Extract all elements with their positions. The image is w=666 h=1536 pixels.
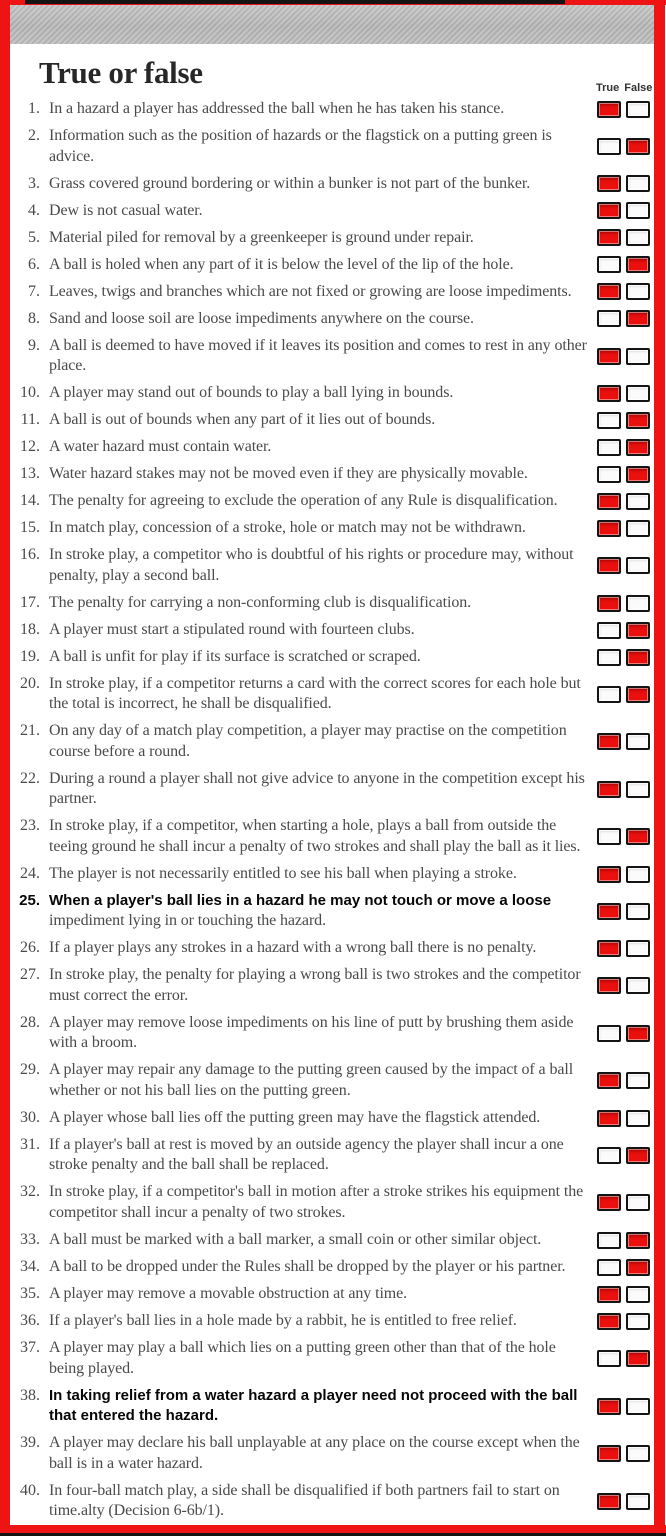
question-row [13,309,650,330]
question-text-segment: In taking relief from a water hazard a player need not proceed with the ball that entered the hazard. [49,1386,578,1425]
true-checkbox[interactable] [597,622,621,639]
answer-checkboxes [597,348,650,365]
question-text-segment: A ball is unfit for play if its surface is scratched or scraped. [49,647,421,665]
answer-checkboxes [597,1493,650,1510]
question-text-segment: A ball is deemed to have moved if it leaves its position and comes to rest in any other place. [49,336,587,375]
false-checkbox[interactable] [626,1313,650,1330]
false-checkbox[interactable] [626,1232,650,1249]
question-number: 25. [19,891,40,909]
true-checkbox[interactable] [597,466,621,483]
top-scan-edge-line [25,0,565,4]
true-checkbox[interactable] [597,1286,621,1303]
question-text-segment: In stroke play, a competitor who is doubtful of his rights or procedure may, without penalty, play a second ball. [49,546,574,584]
true-checkbox[interactable] [597,903,621,920]
question-number: 28. [20,1013,40,1031]
answer-checkboxes [597,256,650,273]
true-checkbox[interactable] [597,977,621,994]
question-number: 39. [20,1434,40,1452]
question-number: 38. [20,1386,40,1404]
false-checkbox[interactable] [626,1110,650,1127]
false-checkbox[interactable] [626,138,650,155]
false-checkbox[interactable] [626,1350,650,1367]
false-checkbox[interactable] [626,595,650,612]
question-number: 33. [20,1231,40,1248]
question-text [40,1311,597,1332]
true-checkbox[interactable] [597,1194,621,1211]
question-text-segment: Leaves, twigs and branches which are not fixed or growing are loose impediments. [49,282,572,300]
false-checkbox[interactable] [626,412,650,429]
question-row [13,1060,650,1101]
false-checkbox[interactable] [626,466,650,483]
answer-checkboxes [597,202,650,219]
false-checkbox[interactable] [626,520,650,537]
question-text-segment: In stroke play, the penalty for playing a wrong ball is two strokes and the competitor must correct the error. [49,966,581,1004]
answer-checkboxes [597,439,650,456]
answer-checkboxes [597,229,650,246]
question-number: 9. [28,336,40,354]
true-checkbox[interactable] [597,1072,621,1089]
false-checkbox[interactable] [626,977,650,994]
question-text [40,1481,597,1522]
question-row [13,1230,650,1251]
question-number: 34. [20,1258,40,1276]
question-row [13,965,650,1006]
false-checkbox[interactable] [626,1025,650,1042]
question-text [40,593,597,614]
false-checkbox[interactable] [626,649,650,666]
false-checkbox[interactable] [626,348,650,365]
question-text [40,228,597,249]
question-row [13,891,650,932]
true-checkbox[interactable] [597,256,621,273]
question-number: 2. [28,127,40,145]
question-row [13,864,650,885]
question-number: 13. [20,465,40,483]
question-row [13,1135,650,1176]
question-number: 21. [20,722,40,740]
true-checkbox[interactable] [597,101,621,118]
false-checkbox[interactable] [626,1398,650,1415]
false-checkbox[interactable] [626,1147,650,1164]
false-checkbox[interactable] [626,557,650,574]
false-checkbox[interactable] [626,828,650,845]
true-checkbox[interactable] [597,557,621,574]
answer-checkboxes [597,1025,650,1042]
question-text-segment: In stroke play, if a competitor, when starting a hole, plays a ball from outside the teeing ground he shall incur a penalty of two strokes and shall play the ball as it lies. [49,817,581,855]
question-row [13,1284,650,1305]
question-number: 6. [28,255,40,273]
question-text [40,1386,597,1427]
question-list [13,99,650,1522]
question-row [13,545,650,586]
question-text [40,201,597,222]
question-number: 3. [28,174,40,192]
true-column-label: True [596,82,620,94]
false-checkbox[interactable] [626,175,650,192]
question-text-segment: During a round a player shall not give advice to anyone in the competition except his partner. [49,769,585,808]
question-text-segment: A player may declare his ball unplayable at any place on the course except when the ball is in a water hazard. [49,1434,580,1472]
question-number: 24. [20,864,40,882]
question-text [40,464,597,485]
answer-checkboxes [597,385,650,402]
true-checkbox[interactable] [597,175,621,192]
question-number: 18. [20,620,40,638]
false-checkbox[interactable] [626,1445,650,1462]
question-row [13,383,650,404]
answer-checkboxes [597,283,650,300]
false-checkbox[interactable] [626,1072,650,1089]
question-text-segment: Material piled for removal by a greenkeeper is ground under repair. [49,228,474,246]
question-number: 1. [28,100,40,117]
question-text [40,1108,597,1129]
answer-checkboxes [597,866,650,883]
answer-checkboxes [597,1194,650,1211]
question-row [13,1182,650,1223]
question-text-segment: A ball to be dropped under the Rules shall be dropped by the player or his partner. [49,1258,566,1276]
question-text [40,309,597,330]
true-checkbox[interactable] [597,348,621,365]
question-text-segment: When a player's ball lies in a hazard he may not touch or move a loose [49,891,552,909]
answer-column-header [596,82,653,94]
answer-checkboxes [597,686,650,703]
question-text [40,126,597,167]
question-number: 15. [20,519,40,537]
question-text [40,383,597,404]
question-row [13,1311,650,1332]
question-text-segment: In stroke play, if a competitor returns a card with the correct scores for each hole but the total is incorrect, he shall be disqualified. [49,674,581,713]
false-checkbox[interactable] [626,1493,650,1510]
true-checkbox[interactable] [597,1025,621,1042]
question-text [40,518,597,539]
question-text-segment: On any day of a match play competition, a player may practise on the competition course before a round. [49,722,567,760]
question-text [40,1338,597,1379]
answer-checkboxes [597,175,650,192]
question-number: 8. [28,309,40,327]
answer-checkboxes [597,310,650,327]
question-number: 30. [20,1108,40,1126]
answer-checkboxes [597,940,650,957]
question-number: 27. [20,966,40,984]
question-text-segment: A player may play a ball which lies on a putting green other than that of the hole being played. [49,1339,556,1377]
question-row [13,1481,650,1522]
question-text-segment: In match play, concession of a stroke, hole or match may not be withdrawn. [49,519,526,537]
question-text [40,620,597,641]
question-text [40,255,597,276]
question-text-segment: If a player plays any strokes in a hazard with a wrong ball there is no penalty. [49,939,537,957]
question-row [13,620,650,641]
answer-checkboxes [597,1286,650,1303]
true-checkbox[interactable] [597,733,621,750]
page-border-bottom [0,1525,666,1533]
false-checkbox[interactable] [626,439,650,456]
question-row [13,938,650,959]
question-number: 14. [20,492,40,510]
question-text [40,721,597,762]
true-checkbox[interactable] [597,412,621,429]
false-checkbox[interactable] [626,101,650,118]
false-checkbox[interactable] [626,202,650,219]
true-checkbox[interactable] [597,1232,621,1249]
true-checkbox[interactable] [597,283,621,300]
question-row [13,99,650,120]
answer-checkboxes [597,595,650,612]
answer-checkboxes [597,1350,650,1367]
question-number: 19. [20,647,40,665]
page-border-right [654,0,665,1536]
answer-checkboxes [597,1398,650,1415]
true-checkbox[interactable] [597,686,621,703]
true-checkbox[interactable] [597,1259,621,1276]
answer-checkboxes [597,977,650,994]
question-row [13,647,650,668]
false-checkbox[interactable] [626,1194,650,1211]
question-number: 26. [20,939,40,957]
true-checkbox[interactable] [597,520,621,537]
question-text-segment: A player may repair any damage to the putting green caused by the impact of a ball whether or not his ball lies on the putting green. [49,1061,574,1099]
question-number: 5. [28,228,40,246]
question-text-segment: A player whose ball lies off the putting green may have the flagstick attended. [49,1108,541,1126]
true-checkbox[interactable] [597,1493,621,1510]
question-row [13,255,650,276]
answer-checkboxes [597,1232,650,1249]
question-text-segment: Water hazard stakes may not be moved even if they are physically movable. [49,465,528,483]
question-text [40,1060,597,1101]
question-text-segment: A player may remove loose impediments on his line of putt by brushing them aside with a broom. [49,1013,574,1052]
true-checkbox[interactable] [597,781,621,798]
question-row [13,464,650,485]
question-row [13,1386,650,1427]
question-text-segment: If a player's ball lies in a hole made by a rabbit, he is entitled to free relief. [49,1312,517,1330]
question-text [40,99,597,120]
true-checkbox[interactable] [597,138,621,155]
question-row [13,721,650,762]
question-text [40,336,597,377]
question-number: 37. [20,1339,40,1357]
answer-checkboxes [597,493,650,510]
question-row [13,126,650,167]
quiz-content [10,44,654,1524]
question-text [40,1284,597,1305]
answer-checkboxes [597,520,650,537]
question-text [40,545,597,586]
question-text [40,864,597,885]
answer-checkboxes [597,138,650,155]
question-text [40,938,597,959]
question-row [13,1257,650,1278]
question-text [40,816,597,857]
false-checkbox[interactable] [626,256,650,273]
false-checkbox[interactable] [626,493,650,510]
answer-checkboxes [597,101,650,118]
true-checkbox[interactable] [597,1110,621,1127]
question-number: 40. [20,1481,40,1499]
question-number: 22. [20,769,40,787]
question-row [13,1013,650,1054]
question-row [13,491,650,512]
question-row [13,174,650,195]
false-checkbox[interactable] [626,686,650,703]
answer-checkboxes [597,1072,650,1089]
true-checkbox[interactable] [597,1350,621,1367]
false-checkbox[interactable] [626,1286,650,1303]
false-checkbox[interactable] [626,733,650,750]
question-text-segment: A ball must be marked with a ball marker, a small coin or other similar object. [49,1231,542,1248]
question-number: 10. [20,384,40,402]
false-checkbox[interactable] [626,283,650,300]
true-checkbox[interactable] [597,439,621,456]
question-row [13,1108,650,1129]
question-text-segment: In four-ball match play, a side shall be disqualified if both partners fail to start on time.alty (Decision 6-6b/1). [49,1481,560,1520]
question-number: 20. [20,674,40,692]
question-number: 4. [28,201,40,219]
question-text [40,1230,597,1251]
page-title: True or false [39,55,203,90]
question-number: 31. [20,1135,40,1153]
true-checkbox[interactable] [597,202,621,219]
question-row [13,1433,650,1474]
false-checkbox[interactable] [626,903,650,920]
question-number: 11. [20,411,40,429]
question-text [40,891,597,932]
true-checkbox[interactable] [597,866,621,883]
true-checkbox[interactable] [597,1398,621,1415]
question-text-segment: In a hazard a player has addressed the ball when he has taken his stance. [49,100,505,117]
question-row [13,336,650,377]
question-text [40,769,597,810]
question-text [40,282,597,303]
question-text-segment: A ball is out of bounds when any part of it lies out of bounds. [49,411,436,429]
true-checkbox[interactable] [597,1147,621,1164]
question-text [40,1182,597,1223]
answer-checkboxes [597,828,650,845]
page-border-left [0,0,10,1536]
question-number: 32. [20,1183,40,1201]
false-checkbox[interactable] [626,385,650,402]
question-row [13,593,650,614]
question-text [40,674,597,715]
false-checkbox[interactable] [626,229,650,246]
answer-checkboxes [597,1313,650,1330]
question-text [40,1135,597,1176]
answer-checkboxes [597,557,650,574]
question-row [13,437,650,458]
question-number: 23. [20,817,40,835]
question-row [13,1338,650,1379]
question-row [13,518,650,539]
false-checkbox[interactable] [626,866,650,883]
true-checkbox[interactable] [597,595,621,612]
question-text [40,1433,597,1474]
question-row [13,410,650,431]
true-checkbox[interactable] [597,310,621,327]
question-row [13,674,650,715]
question-text [40,965,597,1006]
question-text-segment: A player may stand out of bounds to play a ball lying in bounds. [49,384,454,402]
question-number: 35. [20,1285,40,1303]
question-number: 36. [20,1312,40,1330]
true-checkbox[interactable] [597,828,621,845]
answer-checkboxes [597,781,650,798]
question-number: 17. [20,593,40,611]
question-text-segment: A ball is holed when any part of it is below the level of the lip of the hole. [49,255,514,273]
answer-checkboxes [597,649,650,666]
question-text-segment: Grass covered ground bordering or within a bunker is not part of the bunker. [49,174,531,192]
true-checkbox[interactable] [597,649,621,666]
question-text [40,174,597,195]
question-text-segment: A player may remove a movable obstruction at any time. [49,1285,408,1303]
question-number: 12. [20,438,40,456]
question-text-segment: The player is not necessarily entitled to see his ball when playing a stroke. [49,864,517,882]
question-text-segment: Information such as the position of hazards or the flagstick on a putting green is advice. [49,127,552,165]
false-checkbox[interactable] [626,940,650,957]
question-text-segment: impediment lying in or touching the hazard. [49,912,326,930]
answer-checkboxes [597,1147,650,1164]
true-checkbox[interactable] [597,940,621,957]
true-checkbox[interactable] [597,1313,621,1330]
answer-checkboxes [597,466,650,483]
question-text-segment: If a player's ball at rest is moved by an outside agency the player shall incur a one stroke penalty and the ball shall be replaced. [49,1135,564,1174]
scanned-gray-band [10,5,654,44]
answer-checkboxes [597,622,650,639]
answer-checkboxes [597,1445,650,1462]
question-text [40,410,597,431]
true-checkbox[interactable] [597,385,621,402]
answer-checkboxes [597,412,650,429]
question-text-segment: Dew is not casual water. [49,201,203,219]
question-row [13,282,650,303]
question-text-segment: Sand and loose soil are loose impediments anywhere on the course. [49,309,474,327]
question-number: 7. [28,282,40,300]
question-number: 29. [20,1061,40,1079]
question-row [13,816,650,857]
question-text-segment: A water hazard must contain water. [49,438,272,456]
question-row [13,769,650,810]
question-text [40,491,597,512]
false-checkbox[interactable] [626,622,650,639]
question-row [13,228,650,249]
true-checkbox[interactable] [597,229,621,246]
question-text-segment: A player must start a stipulated round with fourteen clubs. [49,620,415,638]
question-row [13,201,650,222]
answer-checkboxes [597,903,650,920]
false-column-label: False [624,82,653,94]
question-text-segment: The penalty for carrying a non-conforming club is disqualification. [49,593,472,611]
answer-checkboxes [597,1259,650,1276]
false-checkbox[interactable] [626,1259,650,1276]
false-checkbox[interactable] [626,781,650,798]
true-checkbox[interactable] [597,1445,621,1462]
question-text [40,1013,597,1054]
question-text [40,1257,597,1278]
question-number: 16. [20,546,40,564]
question-text-segment: In stroke play, if a competitor's ball in motion after a stroke strikes his equipment the competitor shall incur a penalty of two strokes. [49,1183,584,1221]
question-text [40,647,597,668]
true-checkbox[interactable] [597,493,621,510]
answer-checkboxes [597,733,650,750]
false-checkbox[interactable] [626,310,650,327]
answer-checkboxes [597,1110,650,1127]
question-text-segment: The penalty for agreeing to exclude the operation of any Rule is disqualification. [49,492,558,510]
question-text [40,437,597,458]
